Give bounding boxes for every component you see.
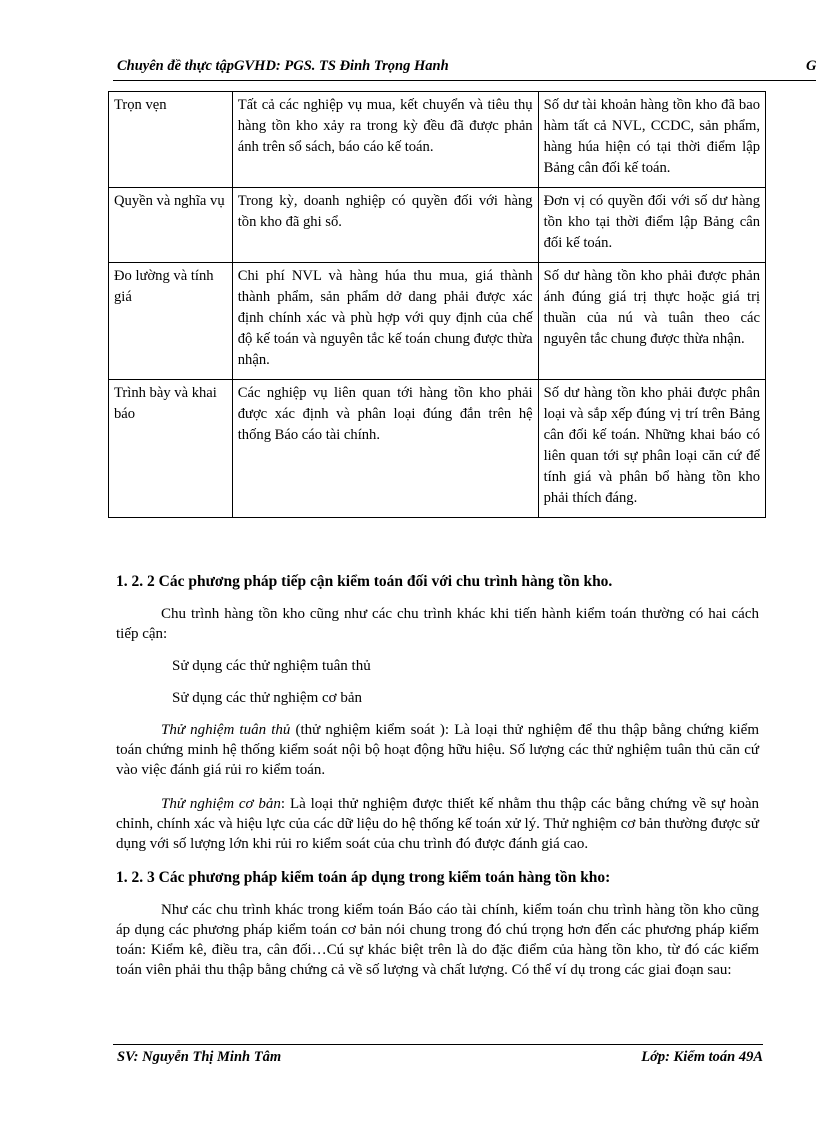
transaction-objective: Các nghiệp vụ liên quan tới hàng tồn kho phải được xác định và phân loại đúng đắn trên hệ thống Báo cáo tài chính. <box>232 380 538 518</box>
row-label: Đo lường và tính giá <box>109 263 233 380</box>
list-item: Sử dụng các thử nghiệm cơ bản <box>172 690 362 706</box>
balance-objective: Đơn vị có quyền đối với số dư hàng tồn kho tại thời điểm lập Bảng cân đối kế toán. <box>538 188 765 263</box>
section-122-intro: Chu trình hàng tồn kho cũng như các chu trình khác khi tiến hành kiểm toán thường có hai cách tiếp cận: <box>116 606 759 642</box>
transaction-objective: Chi phí NVL và hàng húa thu mua, giá thành thành phẩm, sản phẩm dở dang phải được xác định chính xác và phù hợp với quy định của chế độ kế toán và nguyên tắc kế toán chung được thừa nhận. <box>232 263 538 380</box>
page-header <box>113 56 816 78</box>
row-label: Trình bày và khai báo <box>109 380 233 518</box>
section-heading-122: 1. 2. 2 Các phương pháp tiếp cận kiểm toán đối với chu trình hàng tồn kho. <box>116 573 613 590</box>
substantive-test-paragraph <box>116 794 759 854</box>
class-name: Lớp: Kiểm toán 49A <box>641 1049 763 1065</box>
substantive-test-term: Thử nghiệm cơ bản <box>161 796 281 812</box>
substantive-test-text: : Là loại thử nghiệm được thiết kế nhằm thu thập các bằng chứng về sự hoàn chỉnh, chính xác và hiệu lực của các dữ liệu do hệ thống kế toán xử lý. Thử nghiệm cơ bản thường được sử dụng với số lượng lớn khi rủi ro kiểm soát của chu trình đó được đánh giá cao. <box>116 796 759 852</box>
balance-objective: Số dư tài khoản hàng tồn kho đã bao hàm tất cả NVL, CCDC, sản phẩm, hàng húa hiện có tại thời điểm lập Bảng cân đối kế toán. <box>538 92 765 188</box>
header-title: Chuyên đề thực tậpGVHD: PGS. TS Đinh Trọng Hanh <box>117 58 449 74</box>
balance-objective: Số dư hàng tồn kho phải được phân loại và sắp xếp đúng vị trí trên Bảng cân đối kế toán. Những khai báo có liên quan tới sự phân loại căn cứ để tính giá và phân bổ hàng tồn kho phải thích đáng. <box>538 380 765 518</box>
row-label: Quyền và nghĩa vụ <box>109 188 233 263</box>
table-row <box>109 92 766 188</box>
compliance-test-term: Thử nghiệm tuân thủ <box>161 722 291 738</box>
table-row <box>109 380 766 518</box>
transaction-objective: Trong kỳ, doanh nghiệp có quyền đối với hàng tồn kho đã ghi sổ. <box>232 188 538 263</box>
balance-objective: Số dư hàng tồn kho phải được phản ánh đúng giá trị thực hoặc giá trị thuần của nú và tuân theo các nguyên tắc chung được thừa nhận. <box>538 263 765 380</box>
table-row <box>109 188 766 263</box>
compliance-test-text: (thử nghiệm kiểm soát ): Là loại thử nghiệm để thu thập bằng chứng kiểm toán chứng minh hệ thống kiểm soát nội bộ hoạt động hữu hiệu. Số lượng các thử nghiệm tuân thủ căn cứ vào việc đánh giá rủi ro kiểm toán. <box>116 722 759 778</box>
student-name: SV: Nguyễn Thị Minh Tâm <box>117 1049 282 1065</box>
compliance-test-paragraph <box>116 720 759 780</box>
document-body <box>116 572 759 980</box>
footer-divider <box>113 1044 763 1045</box>
section-heading-123: 1. 2. 3 Các phương pháp kiểm toán áp dụng trong kiểm toán hàng tồn kho: <box>116 869 611 886</box>
header-page-mark: G <box>806 58 816 74</box>
transaction-objective: Tất cả các nghiệp vụ mua, kết chuyển và tiêu thụ hàng tồn kho xảy ra trong kỳ đều đã được phản ánh trên sổ sách, báo cáo kế toán. <box>232 92 538 188</box>
row-label: Trọn vẹn <box>109 92 233 188</box>
audit-objectives-table <box>108 91 766 518</box>
table-row <box>109 263 766 380</box>
list-item: Sử dụng các thử nghiệm tuân thủ <box>172 658 371 674</box>
section-123-paragraph: Như các chu trình khác trong kiểm toán Báo cáo tài chính, kiểm toán chu trình hàng tồn kho cũng áp dụng các phương pháp kiểm toán cơ bản nói chung trong đó chú trọng hơn đến các phương pháp kiểm toán: Kiểm kê, điều tra, cân đối…Cú sự khác biệt trên là do đặc điểm của hàng tồn kho, từ đó các kiểm toán viên phải thu thập bằng chứng cả về số lượng và chất lượng. Có thể ví dụ trong các giai đoạn sau: <box>116 902 759 978</box>
header-divider <box>113 80 816 81</box>
